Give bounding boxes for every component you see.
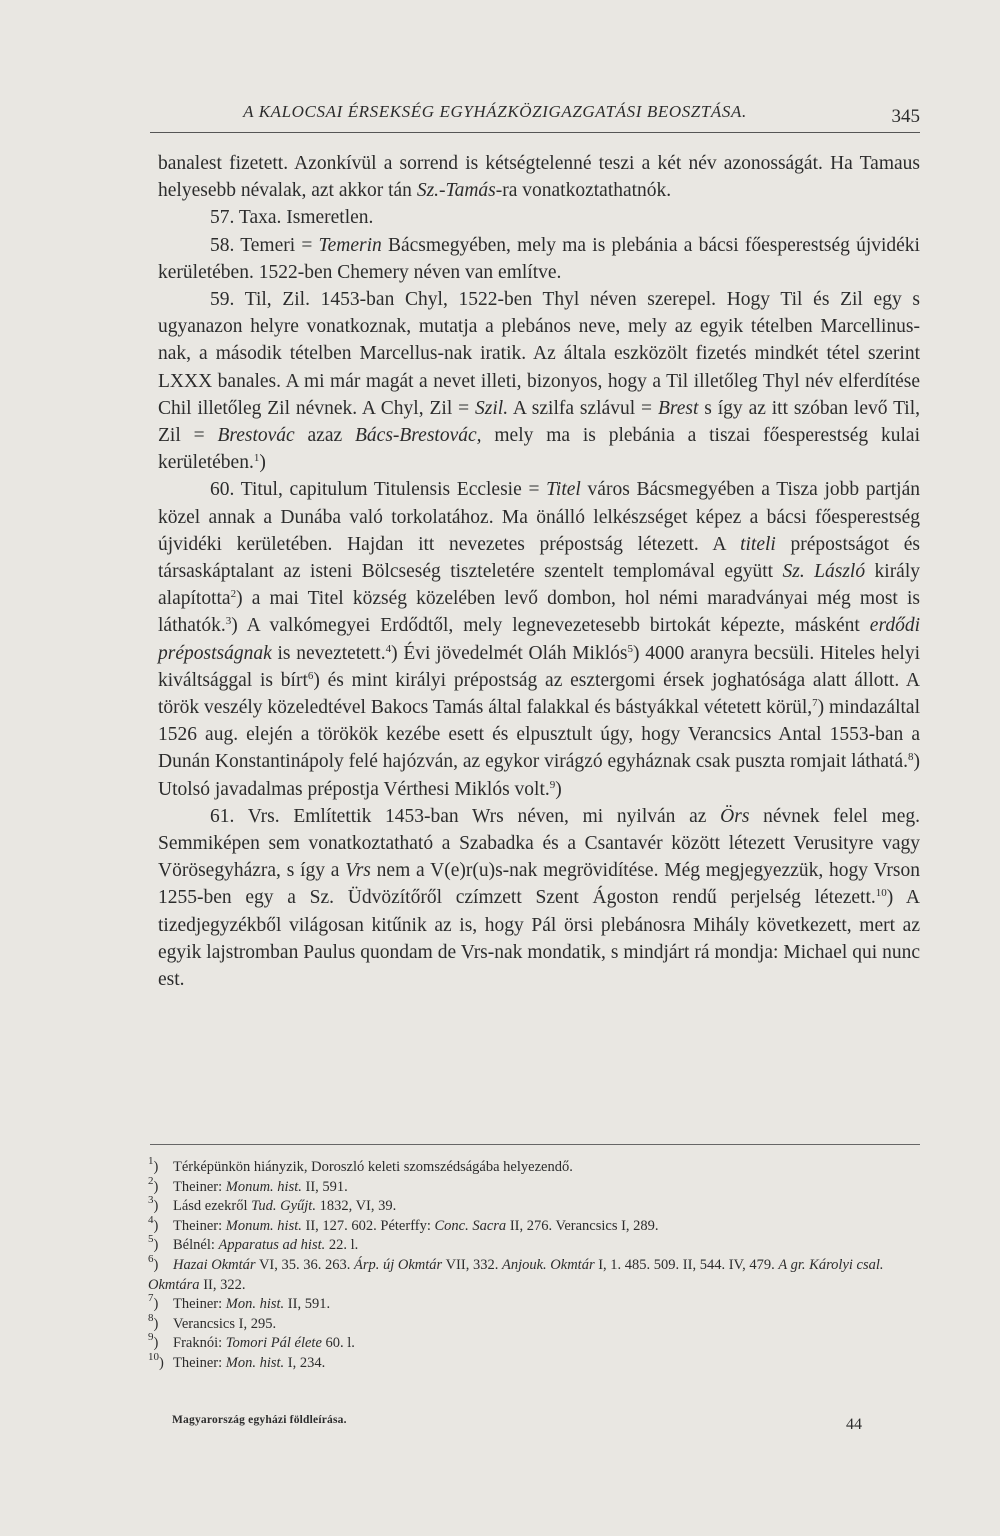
footnote-mark: $^6$)	[148, 1252, 159, 1273]
page-header	[150, 100, 920, 140]
entry-57: 57. Taxa. Ismeretlen.	[210, 207, 374, 229]
entry-60: 60. Titul, capitulum Titulensis Ecclesie = Titel város Bácsmegyében a Tisza jobb partján közel annak a Dunába való torkolatához. Ma önálló lelkészséget képez a bácsi főesperestség újvidéki kerületében. Hajdan itt nevezetes prépostság létezett. A titeli prépostságot és társaskáptalant az isteni Bölcseség tiszteletére szentelt templomával együtt Sz. László király alapította$^2$) a mai Titel község közelében levő dombon, hol némi maradványai még most is láthatók.$^3$) A valkómegyei Erdődtől, mely legnevezetesebb birtokát képezte, másként erdődi prépostságnak is neveztetett.$^4$) Évi jövedelmét Oláh Miklós$^5$) 4000 aranyra becsüli. Hiteles helyi kiváltsággal is bírt$^6$) és mint királyi prépostság az esztergomi érsek joghatósága alatt állott. A török veszély közeledtével Bakocs Tamás által falakkal és bástyákkal vétetett körül,$^7$) mindazáltal 1526 aug. elején a törökök kezébe esett és elpusztult úgy, hogy Verancsics Antal 1553-ban a Dunán Konstantinápoly felé hajózván, az egykor virágzó egyháznak csak puszta romjait láthatá.$^8$) Utolsó javadalmas prépostja Vérthesi Miklós volt.$^9$)	[158, 479, 921, 800]
running-title: A KALOCSAI ÉRSEKSÉG EGYHÁZKÖZIGAZGATÁSI BEOSZTÁSA.	[243, 102, 747, 121]
footnote-ref: 3	[225, 615, 232, 628]
footnote: $^1$) Térképünkön hiányzik, Doroszló keleti szomszédságába helyezendő.	[148, 1158, 920, 1178]
footnote-ref: 6	[307, 669, 314, 682]
footnote: $^2$) Theiner: Monum. hist. II, 591.	[148, 1178, 920, 1198]
entry-61: 61. Vrs. Említettik 1453-ban Wrs néven, mi nyilván az Örs névnek felel meg. Semmiképen sem vonatkoztatható a Szabadka és a Csantavér között létezett Verusityre vagy Vörösegyházra, s így a Vrs nem a V(e)r(u)s-nak megrövidítése. Még megjegyezzük, hogy Vrson 1255-ben egy a Sz. Üdvözítőről czímzett Szent Ágoston rendű perjelség létezett.$^{10}$) A tizedjegyzékből világosan kitűnik az is, hogy Pál örsi plebánosra Mihály következett, mert az egyik lajstromban Paulus quondam de Vrs-nak mondatik, s mindjárt rá mondja: Michael qui nunc est.	[158, 805, 921, 991]
footnote: $^5$) Bélnél: Apparatus ad hist. 22. l.	[148, 1236, 920, 1256]
footnote: $^8$) Verancsics I, 295.	[148, 1315, 920, 1335]
footnote-mark: $^8$)	[148, 1311, 159, 1332]
entry-58: 58. Temeri = Temerin Bácsmegyében, mely ma is plebánia a bácsi főesperestség újvidéki kerületében. 1522-ben Chemery néven van említve.	[158, 234, 920, 283]
footnotes	[148, 1155, 920, 1374]
footnote-ref: 10	[875, 887, 887, 900]
footnote-mark: $^2$)	[148, 1174, 159, 1195]
footnote: $^9$) Fraknói: Tomori Pál élete 60. l.	[148, 1334, 920, 1354]
sheet-number: 44	[846, 1416, 862, 1433]
footnote: $^7$) Theiner: Mon. hist. II, 591.	[148, 1295, 920, 1315]
footnote-ref: 7	[812, 697, 818, 710]
page-footer	[172, 1410, 862, 1440]
footnote-mark: $^{10}$)	[148, 1350, 164, 1371]
footnote-mark: $^3$)	[148, 1194, 159, 1215]
footnote-ref: 4	[385, 642, 392, 655]
footnote-ref: 5	[627, 642, 633, 655]
footnote: $^{10}$) Theiner: Mon. hist. I, 234.	[148, 1354, 920, 1374]
footnote-rule	[150, 1144, 920, 1145]
entry-59: 59. Til, Zil. 1453-ban Chyl, 1522-ben Thyl néven szerepel. Hogy Til és Zil egy s ugyanazon helyre vonatkoznak, mutatja a plebános neve, mely az egyik tételben Marcellinus-nak, a második tételben Marcellus-nak iratik. Az általa eszközölt fizetés mindkét tétel szerint LXXX banales. A mi már magát a nevet illeti, bizonyos, hogy a Til illetőleg Thyl név elferdítése Chil illetőleg Zil névnek. A Chyl, Zil = Szil. A szilfa szlávul = Brest s így az itt szóban levő Til, Zil = Brestovác azaz Bács-Brestovác, mely ma is plebánia a tiszai főesperestség kulai kerületében.$^1$)	[158, 289, 920, 474]
footnote-mark: $^1$)	[148, 1155, 159, 1175]
footnote-mark: $^5$)	[148, 1233, 159, 1254]
footnote: $^3$) Lásd ezekről Tud. Gyűjt. 1832, VI, 39.	[148, 1197, 920, 1217]
page-number: 345	[891, 106, 920, 127]
footnote-ref: 8	[908, 751, 914, 764]
body-text	[158, 150, 920, 993]
footnote-mark: $^4$)	[148, 1213, 159, 1234]
footnote-ref: 1	[253, 452, 260, 465]
footnote-mark: $^9$)	[148, 1331, 159, 1352]
header-rule	[150, 132, 920, 133]
footnote-ref: 9	[549, 778, 556, 791]
paragraph-continuation: banalest fizetett. Azonkívül a sorrend is kétségtelenné teszi a két név azonosságát. Ha Tamaus helyesebb névalak, azt akkor tán Sz.-Tamás-ra vonatkoztathatnók.	[158, 153, 920, 202]
printer-signature: Magyarország egyházi földleírása.	[172, 1414, 347, 1426]
footnote-ref: 2	[230, 588, 237, 601]
footnote-mark: $^7$)	[148, 1292, 159, 1313]
footnote: $^6$) Hazai Okmtár VI, 35. 36. 263. Árp. új Okmtár VII, 332. Anjouk. Okmtár I, 1. 485. 509. II, 544. IV, 479. A gr. Károlyi csal. Okmtára II, 322.	[148, 1252, 884, 1293]
footnote: $^4$) Theiner: Monum. hist. II, 127. 602. Péterffy: Conc. Sacra II, 276. Verancsics I, 289.	[148, 1217, 920, 1237]
